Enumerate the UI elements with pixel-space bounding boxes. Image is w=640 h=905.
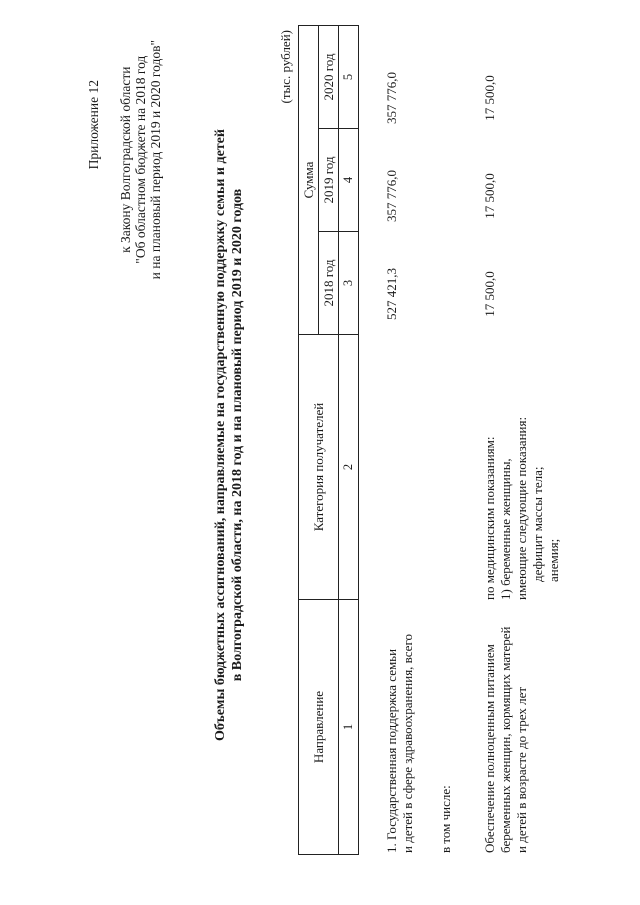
document-title-line2: в Волгоградской области, на 2018 год и на плановый период 2019 и 2020 годов xyxy=(230,188,245,682)
col-number-4: 4 xyxy=(339,129,359,232)
budget-table-header xyxy=(298,25,359,855)
unit-label: (тыс. рублей) xyxy=(278,30,293,104)
row1-value-2019: 357 776,0 xyxy=(384,170,399,222)
document-title xyxy=(212,25,246,845)
row2-value-2020: 17 500,0 xyxy=(482,75,497,121)
row2-value-2019: 17 500,0 xyxy=(482,173,497,219)
row2-direction xyxy=(482,627,530,853)
header-category: Категория получателей xyxy=(299,335,339,600)
row2-category-line4: дефицит массы тела; xyxy=(530,466,545,582)
header-year-2018: 2018 год xyxy=(319,232,339,335)
row2-category-line1: по медицинским показаниям: xyxy=(482,436,497,600)
appendix-ref-line2: "Об областном бюджете на 2018 год xyxy=(133,55,148,264)
header-year-2019: 2019 год xyxy=(319,129,339,232)
header-year-2020: 2020 год xyxy=(319,26,339,129)
col-number-3: 3 xyxy=(339,232,359,335)
appendix-reference xyxy=(118,40,163,279)
row1-direction-line2: и детей в сфере здравоохранения, всего xyxy=(400,634,415,853)
row1-value-2020: 357 776,0 xyxy=(384,72,399,124)
appendix-ref-line1: к Закону Волгоградской области xyxy=(118,66,133,253)
row2-value-2018: 17 500,0 xyxy=(482,271,497,317)
row1-value-2018: 527 421,3 xyxy=(384,268,399,320)
header-direction: Направление xyxy=(299,600,339,855)
col-number-2: 2 xyxy=(339,335,359,600)
row1-direction-line1: 1. Государственная поддержка семьи xyxy=(384,648,399,853)
appendix-title-text: Приложение 12 xyxy=(86,80,101,170)
appendix-title xyxy=(86,80,101,169)
row2-direction-line3: и детей в возрасте до трех лет xyxy=(514,686,529,853)
appendix-ref-line3: и на плановый период 2019 и 2020 годов" xyxy=(148,40,163,280)
row1-direction xyxy=(384,634,416,853)
row2-category xyxy=(482,417,562,600)
header-sum: Сумма xyxy=(299,26,319,335)
row-including-label: в том числе: xyxy=(438,785,453,853)
row2-direction-line1: Обеспечение полноценным питанием xyxy=(482,644,497,853)
row2-category-line5: анемия; xyxy=(546,538,561,582)
document-title-line1: Объемы бюджетных ассигнований, направляемые на государственную поддержку семьи и детей xyxy=(213,129,228,741)
row2-category-line2: 1) беременные женщины, xyxy=(498,458,513,600)
row2-category-line3: имеющие следующие показания: xyxy=(514,416,529,600)
col-number-1: 1 xyxy=(339,600,359,855)
col-number-5: 5 xyxy=(339,26,359,129)
row2-direction-line2: беременных женщин, кормящих матерей xyxy=(498,626,513,853)
